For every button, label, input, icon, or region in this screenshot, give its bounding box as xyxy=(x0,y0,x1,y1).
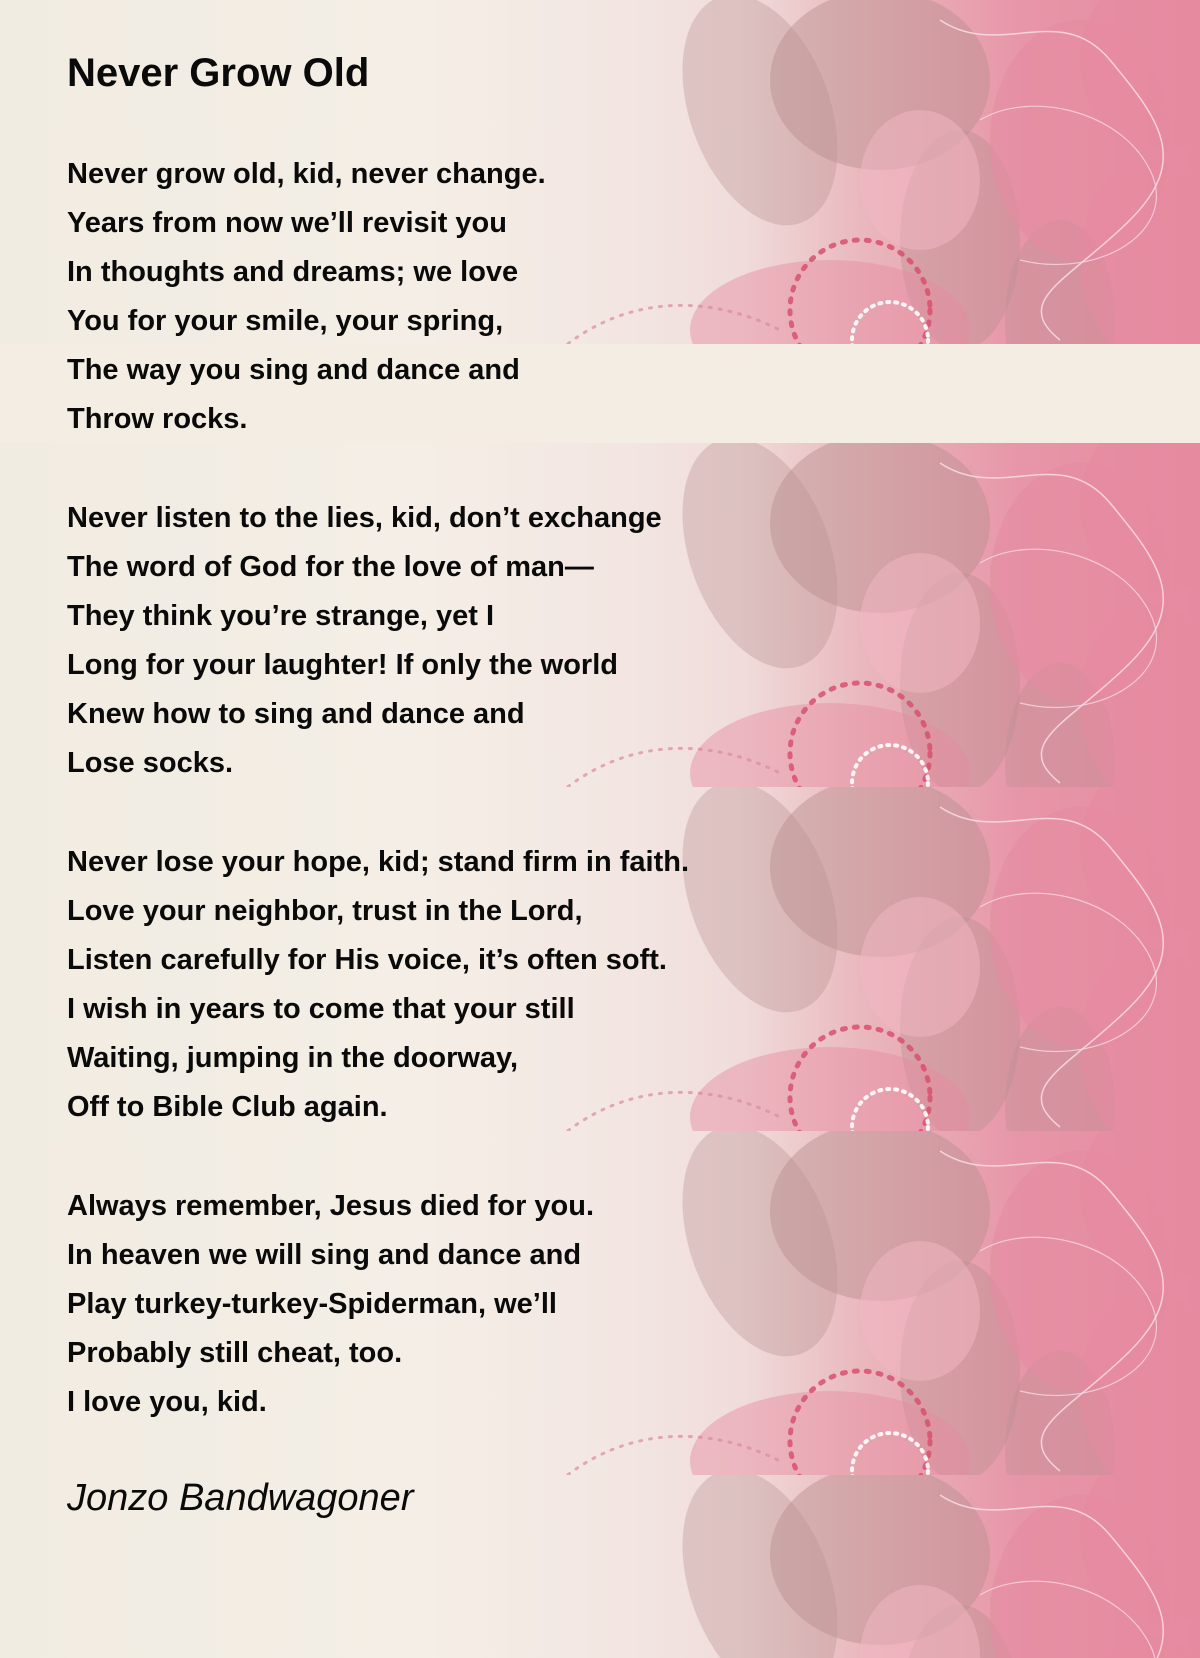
poem-line: Waiting, jumping in the doorway, xyxy=(67,1042,519,1074)
stanza-3 xyxy=(67,838,689,1132)
poem-line: Love your neighbor, trust in the Lord, xyxy=(67,895,583,927)
poem-line: Never listen to the lies, kid, don’t exchange xyxy=(67,502,662,534)
poem-author: Jonzo Bandwagoner xyxy=(67,1477,414,1519)
stanza-1 xyxy=(67,150,546,444)
poem-line: Probably still cheat, too. xyxy=(67,1337,403,1369)
poem-line: In heaven we will sing and dance and xyxy=(67,1239,582,1271)
poem-line: I love you, kid. xyxy=(67,1386,267,1418)
poem-line: Knew how to sing and dance and xyxy=(67,698,525,730)
poem-line: Never grow old, kid, never change. xyxy=(67,158,546,190)
poem-line: In thoughts and dreams; we love xyxy=(67,256,519,288)
poem-line: Throw rocks. xyxy=(67,403,248,435)
poem-line: The word of God for the love of man— xyxy=(67,551,594,583)
stanza-2 xyxy=(67,494,662,788)
poem-line: They think you’re strange, yet I xyxy=(67,600,495,632)
poem-line: Off to Bible Club again. xyxy=(67,1091,388,1123)
poem-line: Long for your laughter! If only the world xyxy=(67,649,618,681)
poem-line: Lose socks. xyxy=(67,747,234,779)
poem-line: You for your smile, your spring, xyxy=(67,305,504,337)
poem-line: The way you sing and dance and xyxy=(67,354,520,386)
poem-line: Years from now we’ll revisit you xyxy=(67,207,507,239)
poem-title: Never Grow Old xyxy=(67,51,370,95)
poem-line: Listen carefully for His voice, it’s often soft. xyxy=(67,944,667,976)
poem-line: Play turkey-turkey-Spiderman, we’ll xyxy=(67,1288,557,1320)
poem-line: Always remember, Jesus died for you. xyxy=(67,1190,595,1222)
poem-line: I wish in years to come that your still xyxy=(67,993,575,1025)
stanza-4 xyxy=(67,1182,594,1427)
poem-line: Never lose your hope, kid; stand firm in faith. xyxy=(67,846,689,878)
